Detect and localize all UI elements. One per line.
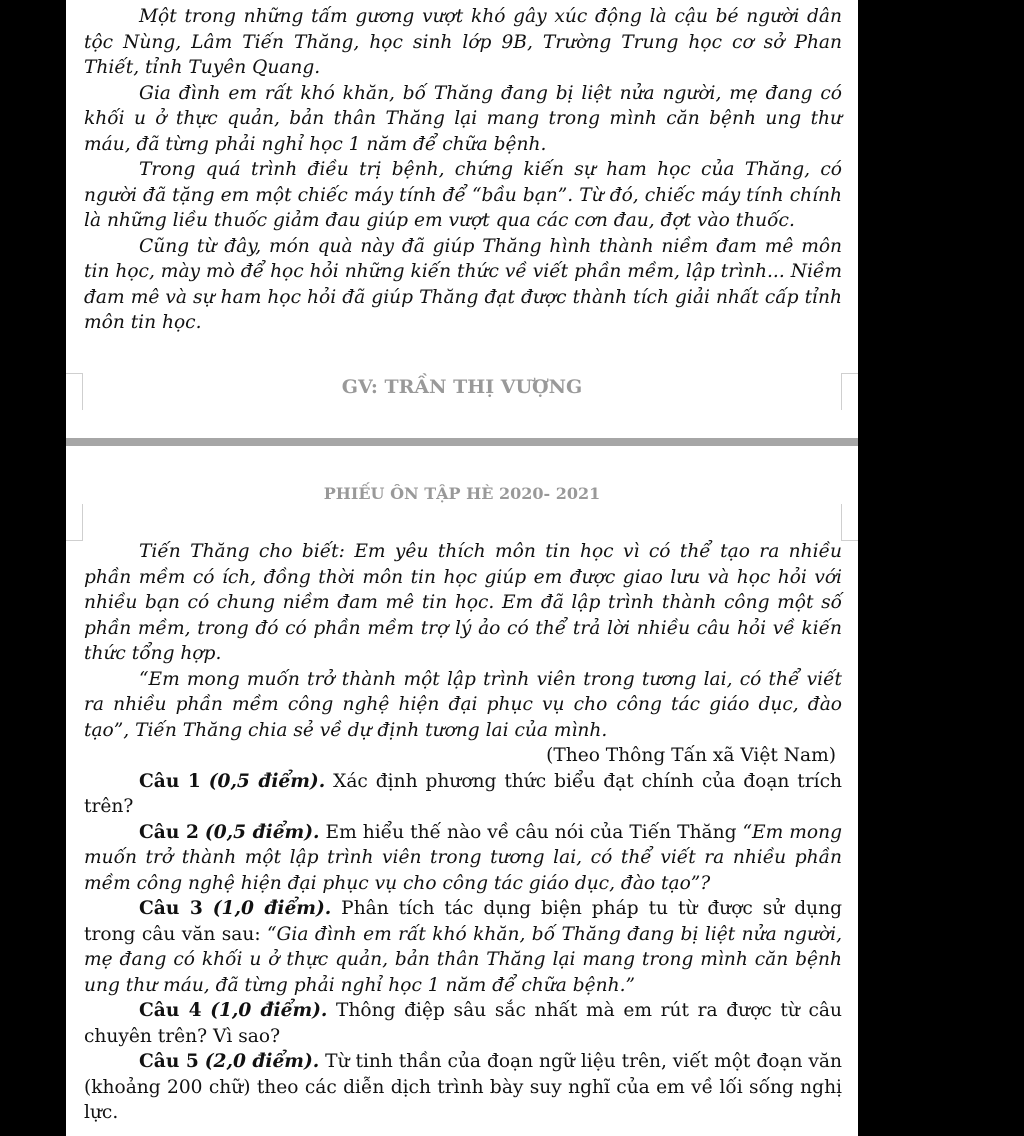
- question-4: [84, 998, 842, 1049]
- question-label: Câu 4: [139, 1000, 202, 1021]
- question-label: Câu 2: [139, 821, 199, 843]
- question-1: [84, 769, 842, 820]
- question-points: (1,0 điểm).: [212, 898, 332, 919]
- paragraph: “Em mong muốn trở thành một lập trình viên trong tương lai, có thể viết ra nhiều phần mềm công nghệ hiện đại phục vụ cho công tác giáo dục, đào tạo”, Tiến Thăng chia sẻ về dự định tương lai của mình.: [84, 668, 842, 741]
- question-text: Xác định phương thức biểu đạt chính của đoạn trích trên?: [84, 770, 842, 817]
- question-quote: “Em mong muốn trở thành một lập trình viên trong tương lai, có thể viết ra nhiều phần mềm công nghệ hiện đại phục vụ cho công tác giáo dục, đào tạo”?: [84, 821, 842, 894]
- question-points: (0,5 điểm).: [204, 821, 320, 843]
- source-citation: (Theo Thông Tấn xã Việt Nam): [546, 745, 836, 766]
- question-text: Thông điệp sâu sắc nhất mà em rút ra được từ câu chuyên trên? Vì sao?: [84, 1000, 842, 1047]
- question-text: Phân tích tác dụng biện pháp tu từ được sử dụng trong câu văn sau:: [84, 898, 842, 945]
- page2-body: [84, 539, 842, 1126]
- question-label: Câu 1: [139, 770, 201, 792]
- question-points: (0,5 điểm).: [208, 770, 326, 792]
- question-label: Câu 5: [139, 1051, 199, 1072]
- question-3: [84, 896, 842, 998]
- paragraph: Trong quá trình điều trị bệnh, chứng kiến sự ham học của Thăng, có người đã tặng em một chiếc máy tính để “bầu bạn”. Từ đó, chiếc máy tính chính là những liều thuốc giảm đau giúp em vượt qua các cơn đau, đợt vào thuốc.: [84, 159, 842, 231]
- question-text: Từ tinh thần của đoạn ngữ liệu trên, viết một đoạn văn (khoảng 200 chữ) theo các diễn dịch trình bày suy nghĩ của em về lối sống nghị lực.: [84, 1051, 842, 1123]
- question-quote: “Gia đình em rất khó khăn, bố Thăng đang bị liệt nửa người, mẹ đang có khối u ở thực quản, bản thân Thăng lại mang trong mình căn bệnh ung thư máu, đã từng phải nghỉ học 1 năm để chữa bệnh.”: [84, 923, 842, 996]
- paragraph: Tiến Thăng cho biết: Em yêu thích môn tin học vì có thể tạo ra nhiều phần mềm có ích, đồng thời môn tin học giúp em được giao lưu và học hỏi với nhiều bạn có chung niềm đam mê tin học. Em đã lập trình thành công một số phần mềm, trong đó có phần mềm trợ lý ảo có thể trả lời nhiều câu hỏi về kiến thức tổng hợp.: [84, 541, 842, 664]
- question-2: [84, 820, 842, 897]
- document-page-1: [66, 0, 858, 438]
- page1-body: [84, 4, 842, 336]
- question-5: [84, 1049, 842, 1126]
- paragraph: Cũng từ đây, món quà này đã giúp Thăng hình thành niềm đam mê môn tin học, mày mò để học hỏi những kiến thức về viết phần mềm, lập trình... Niềm đam mê và sự ham học hỏi đã giúp Thăng đạt được thành tích giải nhất cấp tỉnh môn tin học.: [84, 235, 842, 333]
- page-corner-mark: [841, 504, 858, 541]
- page-separator: [66, 438, 858, 446]
- question-points: (2,0 điểm).: [204, 1051, 320, 1072]
- paragraph: Một trong những tấm gương vượt khó gây xúc động là cậu bé người dân tộc Nùng, Lâm Tiến Thăng, học sinh lớp 9B, Trường Trung học cơ sở Phan Thiết, tỉnh Tuyên Quang.: [84, 6, 842, 78]
- question-text: Em hiểu thế nào về câu nói của Tiến Thăng: [319, 821, 743, 843]
- paragraph: Gia đình em rất khó khăn, bố Thăng đang bị liệt nửa người, mẹ đang có khối u ở thực quản, bản thân Thăng lại mang trong mình căn bệnh ung thư máu, đã từng phải nghỉ học 1 năm để chữa bệnh.: [84, 82, 842, 155]
- page-corner-mark: [66, 504, 83, 541]
- page-header: PHIẾU ÔN TẬP HÈ 2020- 2021: [323, 484, 601, 503]
- page-footer: GV: TRẦN THỊ VƯỢNG: [341, 376, 583, 398]
- document-page-2: [66, 446, 858, 1136]
- question-label: Câu 3: [139, 898, 203, 919]
- question-points: (1,0 điểm).: [210, 1000, 328, 1021]
